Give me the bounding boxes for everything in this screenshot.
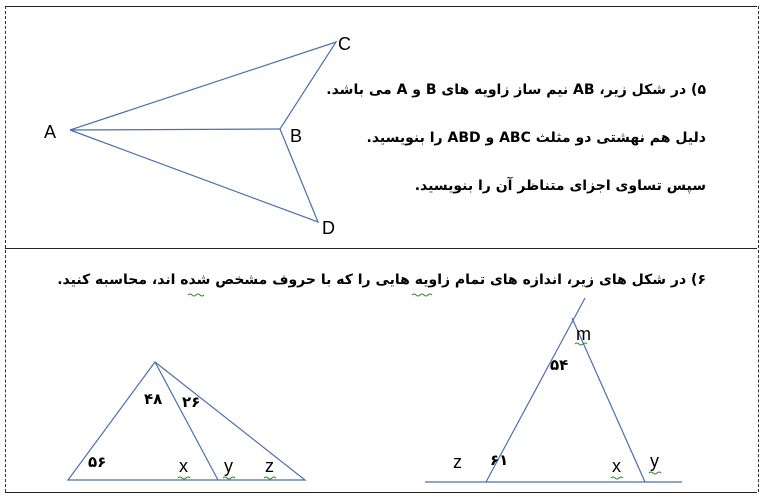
question6-line1: ۶) در شکل های زیر، اندازه های تمام زاویه هایی را که با حروف مشخص شده اند، محاسبه کنید. (57, 272, 706, 288)
figure5-segment-ab (70, 129, 280, 130)
figure5-label-a: A (44, 122, 57, 142)
figure6a-squiggle-y (223, 477, 235, 479)
figure6a-label-y: y (224, 456, 233, 476)
question5-line3: سپس تساوی اجزای متناظر آن را بنویسید. (414, 178, 706, 194)
figure6b-squiggle-y (649, 472, 661, 474)
figure6a-angle-26: ۲۶ (182, 393, 201, 411)
figure6b-angle-54: ۵۴ (550, 356, 569, 374)
figure6b-triangle (425, 298, 682, 482)
figure6a-angle-56: ۵۶ (88, 453, 107, 471)
question5-line1: ۵) در شکل زیر، AB نیم ساز زاویه های B و A می باشد. (326, 82, 706, 98)
figure6b-label-x: x (612, 456, 621, 476)
figure6a-squiggle-x (178, 477, 190, 479)
figure6b-angle-61: ۶۱ (490, 451, 509, 469)
question6-squiggle-kard (188, 294, 204, 296)
figure6b-label-m: m (576, 324, 591, 344)
figure6a-label-x: x (179, 456, 188, 476)
question5-line2: دلیل هم نهشتی دو مثلث ABC و ABD را بنویسید. (366, 130, 706, 146)
figure6a-squiggle-z (264, 477, 276, 479)
figure6a-angle-48: ۴۸ (144, 390, 163, 408)
question6-squiggle-haaye (412, 294, 432, 296)
figure6a-label-z: z (265, 456, 274, 476)
figure6b-label-y: y (650, 451, 659, 471)
figure5-label-d: D (322, 218, 335, 238)
figure6b-squiggle-x (611, 477, 623, 479)
figure5-label-b: B (290, 126, 303, 146)
figure6b-label-z: z (453, 452, 462, 472)
figure5-label-c: C (338, 34, 351, 54)
